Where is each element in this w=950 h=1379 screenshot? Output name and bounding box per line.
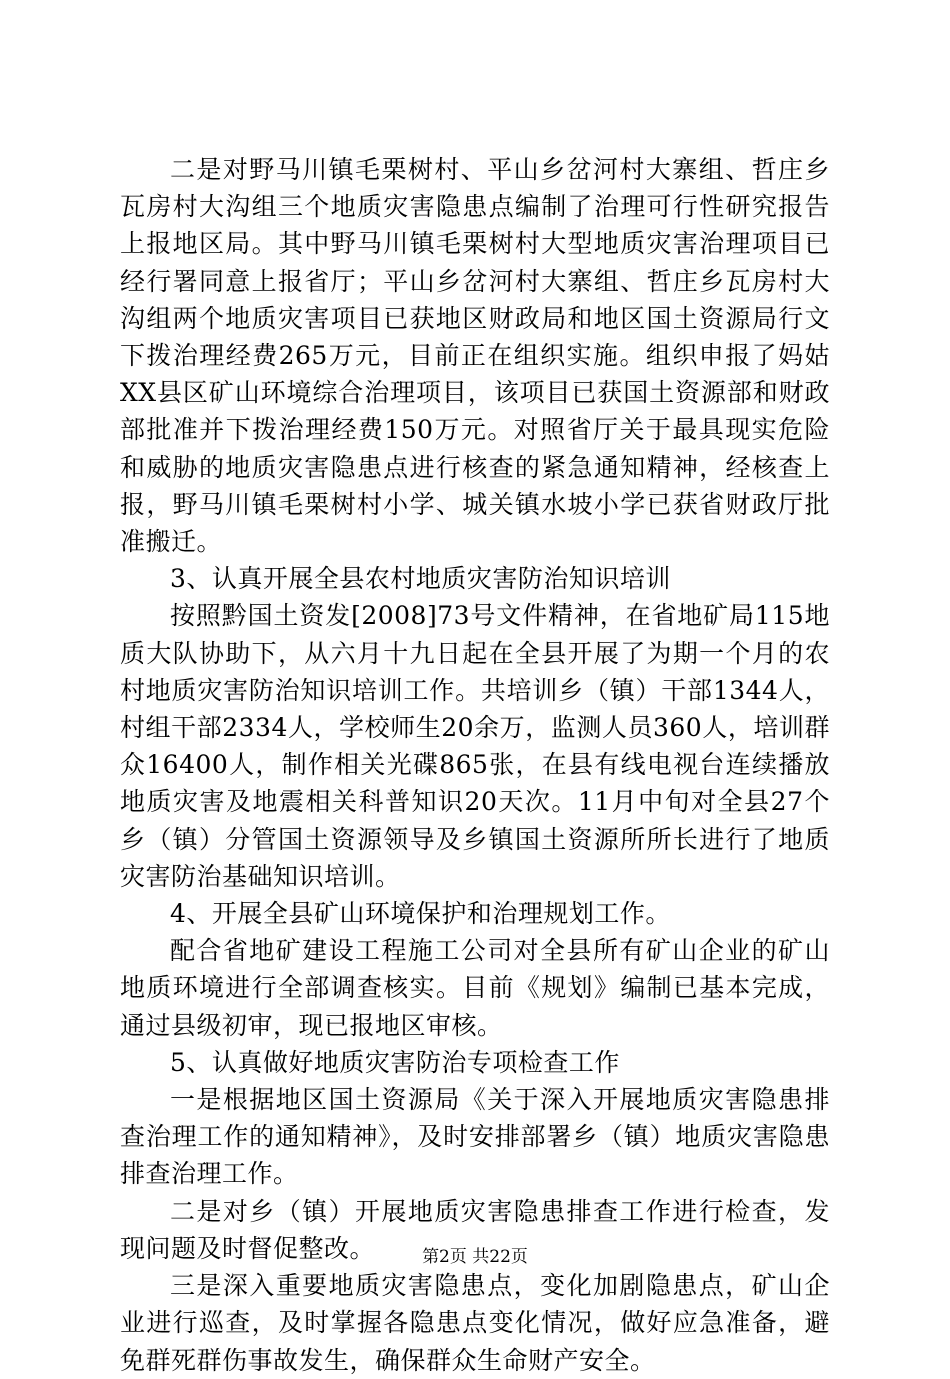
heading-inspection: 5、认真做好地质灾害防治专项检查工作 xyxy=(170,1047,620,1077)
document-body xyxy=(120,151,830,1379)
paragraph-inspection-2: 二是对乡（镇）开展地质灾害隐患排查工作进行检查，发现问题及时督促整改。 xyxy=(120,1196,830,1263)
paragraph-inspection-1: 一是根据地区国土资源局《关于深入开展地质灾害隐患排查治理工作的通知精神》，及时安排部署乡（镇）地质灾害隐患排查治理工作。 xyxy=(120,1085,830,1189)
paragraph-plan-reports: 二是对野马川镇毛栗树村、平山乡岔河村大寨组、哲庄乡瓦房村大沟组三个地质灾害隐患点编制了治理可行性研究报告上报地区局。其中野马川镇毛栗树村大型地质灾害治理项目已经行署同意上报省厅；平山乡岔河村大寨组、哲庄乡瓦房村大沟组两个地质灾害项目已获地区财政局和地区国土资源局行文下拨治理经费265万元，目前正在组织实施。组织申报了妈姑XX县区矿山环境综合治理项目，该项目已获国土资源部和财政部批准并下拨治理经费150万元。对照省厅关于最具现实危险和威胁的地质灾害隐患点进行核查的紧急通知精神，经核查上报，野马川镇毛栗树村小学、城关镇水坡小学已获省财政厅批准搬迁。 xyxy=(120,155,830,557)
paragraph-training: 按照黔国土资发[2008]73号文件精神，在省地矿局115地质大队协助下，从六月十九日起在全县开展了为期一个月的农村地质灾害防治知识培训工作。共培训乡（镇）干部1344人，村组干部2334人，学校师生20余万，监测人员360人，培训群众16400人，制作相关光碟865张，在县有线电视台连续播放地质灾害及地震相关科普知识20天次。11月中旬对全县27个乡（镇）分管国土资源领导及乡镇国土资源所所长进行了地质灾害防治基础知识培训。 xyxy=(120,601,830,891)
page-number-footer: 第2页 共22页 xyxy=(422,1247,528,1267)
heading-mine-planning: 4、开展全县矿山环境保护和治理规划工作。 xyxy=(170,899,671,929)
heading-training: 3、认真开展全县农村地质灾害防治知识培训 xyxy=(170,564,671,594)
paragraph-inspection-3: 三是深入重要地质灾害隐患点，变化加剧隐患点，矿山企业进行巡查，及时掌握各隐患点变化情况，做好应急准备，避免群死群伤事故发生，确保群众生命财产安全。 xyxy=(120,1271,830,1375)
paragraph-mine-planning: 配合省地矿建设工程施工公司对全县所有矿山企业的矿山地质环境进行全部调查核实。目前《规划》编制已基本完成，通过县级初审，现已报地区审核。 xyxy=(120,936,830,1040)
